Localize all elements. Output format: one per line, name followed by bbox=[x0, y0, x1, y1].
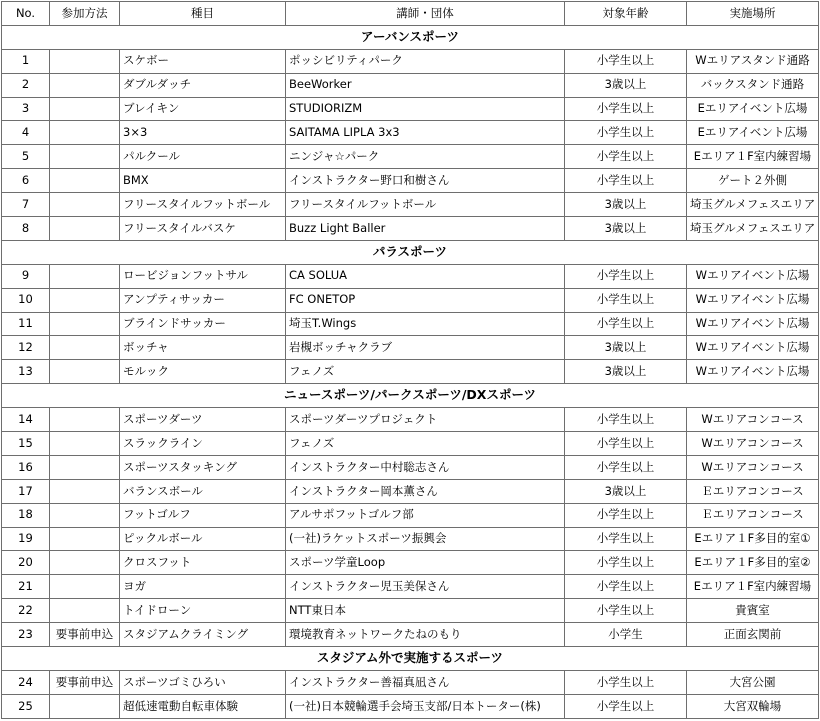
row-instructor: スポーツダーツプロジェクト bbox=[286, 408, 565, 432]
row-age: 3歳以上 bbox=[565, 479, 687, 503]
row-instructor: アルサポフットゴルフ部 bbox=[286, 503, 565, 527]
row-no: 14 bbox=[2, 408, 50, 432]
row-method bbox=[50, 694, 120, 718]
table-row bbox=[2, 455, 819, 479]
row-age: 小学生以上 bbox=[565, 264, 687, 288]
table-row bbox=[2, 432, 819, 456]
header-row bbox=[2, 2, 819, 26]
row-place: 大宮公園 bbox=[687, 670, 819, 694]
header-age: 対象年齢 bbox=[565, 2, 687, 26]
table-row bbox=[2, 73, 819, 97]
row-instructor: インストラクター中村聡志さん bbox=[286, 455, 565, 479]
table-row bbox=[2, 527, 819, 551]
row-place: Wエリアコンコース bbox=[687, 408, 819, 432]
row-method bbox=[50, 527, 120, 551]
row-event: ブラインドサッカー bbox=[120, 312, 286, 336]
row-place: Wエリアイベント広場 bbox=[687, 288, 819, 312]
row-event: パルクール bbox=[120, 145, 286, 169]
row-place: Eエリア１F多目的室① bbox=[687, 527, 819, 551]
row-event: スポーツダーツ bbox=[120, 408, 286, 432]
table-row bbox=[2, 49, 819, 73]
row-event: トイドローン bbox=[120, 599, 286, 623]
row-method bbox=[50, 360, 120, 384]
section-title: アーバンスポーツ bbox=[2, 25, 819, 49]
row-event: スタジアムクライミング bbox=[120, 623, 286, 647]
row-method bbox=[50, 288, 120, 312]
table-row bbox=[2, 169, 819, 193]
row-age: 3歳以上 bbox=[565, 73, 687, 97]
row-instructor: フェノズ bbox=[286, 432, 565, 456]
section-header-row bbox=[2, 25, 819, 49]
row-no: 21 bbox=[2, 575, 50, 599]
row-instructor: インストラクター善福真凪さん bbox=[286, 670, 565, 694]
row-place: Eエリア１F室内練習場 bbox=[687, 145, 819, 169]
row-place: Wエリアイベント広場 bbox=[687, 264, 819, 288]
row-age: 小学生以上 bbox=[565, 49, 687, 73]
row-method bbox=[50, 575, 120, 599]
row-no: 20 bbox=[2, 551, 50, 575]
row-age: 小学生以上 bbox=[565, 121, 687, 145]
table-row bbox=[2, 264, 819, 288]
row-method bbox=[50, 312, 120, 336]
row-age: 小学生以上 bbox=[565, 551, 687, 575]
row-place: Wエリアイベント広場 bbox=[687, 360, 819, 384]
row-age: 小学生以上 bbox=[565, 408, 687, 432]
row-age: 小学生以上 bbox=[565, 169, 687, 193]
row-place: Wエリアイベント広場 bbox=[687, 312, 819, 336]
row-place: Ｅエリアコンコース bbox=[687, 503, 819, 527]
row-instructor: 埼玉T.Wings bbox=[286, 312, 565, 336]
header-instructor: 講師・団体 bbox=[286, 2, 565, 26]
header-no: No. bbox=[2, 2, 50, 26]
row-age: 小学生以上 bbox=[565, 670, 687, 694]
row-age: 小学生以上 bbox=[565, 527, 687, 551]
row-instructor: 環境教育ネットワークたねのもり bbox=[286, 623, 565, 647]
table-row bbox=[2, 217, 819, 241]
row-instructor: BeeWorker bbox=[286, 73, 565, 97]
row-place: Eエリアイベント広場 bbox=[687, 121, 819, 145]
row-method bbox=[50, 121, 120, 145]
table-row bbox=[2, 599, 819, 623]
row-method: 要事前申込 bbox=[50, 670, 120, 694]
row-no: 2 bbox=[2, 73, 50, 97]
row-instructor: インストラクター野口和樹さん bbox=[286, 169, 565, 193]
row-method bbox=[50, 97, 120, 121]
row-place: 埼玉グルメフェスエリア bbox=[687, 193, 819, 217]
event-table bbox=[1, 1, 819, 719]
row-event: スポーツスタッキング bbox=[120, 455, 286, 479]
row-no: 17 bbox=[2, 479, 50, 503]
row-event: BMX bbox=[120, 169, 286, 193]
table-row bbox=[2, 670, 819, 694]
table-row bbox=[2, 503, 819, 527]
row-no: 25 bbox=[2, 694, 50, 718]
section-title: パラスポーツ bbox=[2, 240, 819, 264]
row-no: 16 bbox=[2, 455, 50, 479]
row-instructor: SAITAMA LIPLA 3x3 bbox=[286, 121, 565, 145]
row-no: 13 bbox=[2, 360, 50, 384]
table-body bbox=[2, 25, 819, 718]
table-row bbox=[2, 288, 819, 312]
row-no: 6 bbox=[2, 169, 50, 193]
row-place: 埼玉グルメフェスエリア bbox=[687, 217, 819, 241]
row-method bbox=[50, 73, 120, 97]
row-event: スラックライン bbox=[120, 432, 286, 456]
row-event: バランスボール bbox=[120, 479, 286, 503]
row-no: 1 bbox=[2, 49, 50, 73]
table-row bbox=[2, 97, 819, 121]
row-method bbox=[50, 503, 120, 527]
row-age: 小学生 bbox=[565, 623, 687, 647]
row-age: 3歳以上 bbox=[565, 360, 687, 384]
row-place: Wエリアコンコース bbox=[687, 455, 819, 479]
row-instructor: ニンジャ☆パーク bbox=[286, 145, 565, 169]
row-instructor: インストラクター岡本薫さん bbox=[286, 479, 565, 503]
section-header-row bbox=[2, 384, 819, 408]
row-age: 小学生以上 bbox=[565, 97, 687, 121]
table-row bbox=[2, 623, 819, 647]
section-header-row bbox=[2, 647, 819, 671]
row-age: 小学生以上 bbox=[565, 503, 687, 527]
row-method bbox=[50, 455, 120, 479]
row-age: 小学生以上 bbox=[565, 599, 687, 623]
row-no: 8 bbox=[2, 217, 50, 241]
row-no: 24 bbox=[2, 670, 50, 694]
row-event: モルック bbox=[120, 360, 286, 384]
section-title: ニュースポーツ/パークスポーツ/DXスポーツ bbox=[2, 384, 819, 408]
table-row bbox=[2, 312, 819, 336]
row-no: 23 bbox=[2, 623, 50, 647]
row-place: Eエリア１F多目的室② bbox=[687, 551, 819, 575]
table-row bbox=[2, 479, 819, 503]
row-instructor: STUDIORIZM bbox=[286, 97, 565, 121]
row-place: Eエリアイベント広場 bbox=[687, 97, 819, 121]
row-no: 9 bbox=[2, 264, 50, 288]
row-no: 3 bbox=[2, 97, 50, 121]
row-no: 10 bbox=[2, 288, 50, 312]
row-age: 小学生以上 bbox=[565, 288, 687, 312]
row-event: フリースタイルバスケ bbox=[120, 217, 286, 241]
row-method bbox=[50, 336, 120, 360]
row-no: 7 bbox=[2, 193, 50, 217]
row-age: 3歳以上 bbox=[565, 193, 687, 217]
row-method bbox=[50, 599, 120, 623]
row-method bbox=[50, 193, 120, 217]
row-age: 3歳以上 bbox=[565, 336, 687, 360]
row-instructor: NTT東日本 bbox=[286, 599, 565, 623]
header-method: 参加方法 bbox=[50, 2, 120, 26]
row-place: 貴賓室 bbox=[687, 599, 819, 623]
row-event: ブレイキン bbox=[120, 97, 286, 121]
row-no: 19 bbox=[2, 527, 50, 551]
table-row bbox=[2, 360, 819, 384]
row-place: バックスタンド通路 bbox=[687, 73, 819, 97]
table-row bbox=[2, 121, 819, 145]
row-event: ロービジョンフットサル bbox=[120, 264, 286, 288]
row-event: ピックルボール bbox=[120, 527, 286, 551]
row-no: 4 bbox=[2, 121, 50, 145]
row-method: 要事前申込 bbox=[50, 623, 120, 647]
header-event: 種目 bbox=[120, 2, 286, 26]
table-row bbox=[2, 193, 819, 217]
row-event: フットゴルフ bbox=[120, 503, 286, 527]
row-event: フリースタイルフットボール bbox=[120, 193, 286, 217]
row-place: Ｅエリアコンコース bbox=[687, 479, 819, 503]
row-no: 11 bbox=[2, 312, 50, 336]
row-event: スケボー bbox=[120, 49, 286, 73]
row-instructor: ポッシビリティパーク bbox=[286, 49, 565, 73]
table-row bbox=[2, 408, 819, 432]
row-no: 18 bbox=[2, 503, 50, 527]
row-age: 小学生以上 bbox=[565, 312, 687, 336]
row-method bbox=[50, 551, 120, 575]
row-instructor: 岩槻ボッチャクラブ bbox=[286, 336, 565, 360]
row-place: ゲート２外側 bbox=[687, 169, 819, 193]
header-place: 実施場所 bbox=[687, 2, 819, 26]
row-method bbox=[50, 217, 120, 241]
table-row bbox=[2, 575, 819, 599]
row-method bbox=[50, 264, 120, 288]
row-age: 小学生以上 bbox=[565, 145, 687, 169]
row-place: 正面玄関前 bbox=[687, 623, 819, 647]
row-place: Wエリアスタンド通路 bbox=[687, 49, 819, 73]
row-event: 超低速電動自転車体験 bbox=[120, 694, 286, 718]
row-instructor: (一社)日本競輪選手会埼玉支部/日本トーター(株) bbox=[286, 694, 565, 718]
row-no: 15 bbox=[2, 432, 50, 456]
row-event: アンプティサッカー bbox=[120, 288, 286, 312]
row-method bbox=[50, 169, 120, 193]
row-age: 小学生以上 bbox=[565, 694, 687, 718]
row-event: ヨガ bbox=[120, 575, 286, 599]
row-place: Wエリアコンコース bbox=[687, 432, 819, 456]
row-instructor: フリースタイルフットボール bbox=[286, 193, 565, 217]
row-method bbox=[50, 432, 120, 456]
row-method bbox=[50, 408, 120, 432]
section-title: スタジアム外で実施するスポーツ bbox=[2, 647, 819, 671]
row-instructor: (一社)ラケットスポーツ振興会 bbox=[286, 527, 565, 551]
row-instructor: CA SOLUA bbox=[286, 264, 565, 288]
row-instructor: Buzz Light Baller bbox=[286, 217, 565, 241]
row-instructor: FC ONETOP bbox=[286, 288, 565, 312]
table-row bbox=[2, 145, 819, 169]
row-event: クロスフット bbox=[120, 551, 286, 575]
row-place: 大宮双輪場 bbox=[687, 694, 819, 718]
row-instructor: スポーツ学童Loop bbox=[286, 551, 565, 575]
row-no: 5 bbox=[2, 145, 50, 169]
row-place: Eエリア１F室内練習場 bbox=[687, 575, 819, 599]
row-event: スポーツゴミひろい bbox=[120, 670, 286, 694]
row-event: 3×3 bbox=[120, 121, 286, 145]
row-event: ダブルダッチ bbox=[120, 73, 286, 97]
row-age: 小学生以上 bbox=[565, 455, 687, 479]
row-no: 12 bbox=[2, 336, 50, 360]
row-no: 22 bbox=[2, 599, 50, 623]
row-method bbox=[50, 49, 120, 73]
table-row bbox=[2, 551, 819, 575]
table-row bbox=[2, 336, 819, 360]
row-event: ボッチャ bbox=[120, 336, 286, 360]
row-age: 3歳以上 bbox=[565, 217, 687, 241]
row-instructor: フェノズ bbox=[286, 360, 565, 384]
row-place: Wエリアイベント広場 bbox=[687, 336, 819, 360]
row-method bbox=[50, 145, 120, 169]
row-age: 小学生以上 bbox=[565, 575, 687, 599]
row-age: 小学生以上 bbox=[565, 432, 687, 456]
row-method bbox=[50, 479, 120, 503]
section-header-row bbox=[2, 240, 819, 264]
table-row bbox=[2, 694, 819, 718]
row-instructor: インストラクター児玉美保さん bbox=[286, 575, 565, 599]
